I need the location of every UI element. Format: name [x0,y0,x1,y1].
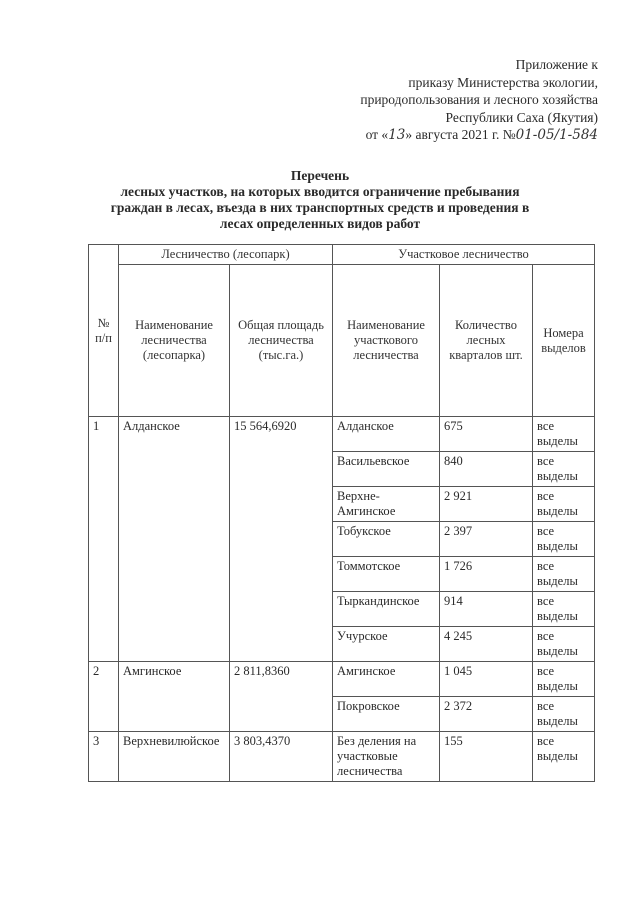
header-quarters: Количество лесных кварталов шт. [440,265,533,417]
row-area: 3 803,4370 [230,732,333,782]
row-plots: все выделы [533,592,595,627]
header-forestry-name: Наименование лесничества (лесопарка) [119,265,230,417]
row-quarters: 1 726 [440,557,533,592]
header-num: № п/п [89,245,119,417]
table-row [89,662,595,697]
row-plots: все выделы [533,697,595,732]
row-district: Амгинское [333,662,440,697]
row-plots: все выделы [533,417,595,452]
row-forestry: Амгинское [119,662,230,732]
row-quarters: 914 [440,592,533,627]
appendix-line-3: природопользования и лесного хозяйства [360,92,598,107]
row-district: Без деления на участковые лесничества [333,732,440,782]
row-num: 1 [89,417,119,662]
row-num: 2 [89,662,119,732]
order-number-handwritten: 01-05/1-584 [515,127,598,143]
row-area: 15 564,6920 [230,417,333,662]
date-prefix: от « [365,127,389,142]
forest-plots-table [88,244,595,782]
row-district: Томмотское [333,557,440,592]
header-group-forestry: Лесничество (лесопарк) [119,245,333,265]
row-plots: все выделы [533,522,595,557]
row-quarters: 2 397 [440,522,533,557]
row-quarters: 840 [440,452,533,487]
appendix-line-2: приказу Министерства экологии, [408,74,598,90]
appendix-header [360,56,598,145]
appendix-line-1: Приложение к [515,57,598,72]
row-num: 3 [89,732,119,782]
header-group-district: Участковое лесничество [333,245,595,265]
row-district: Покровское [333,697,440,732]
row-district: Учурское [333,627,440,662]
header-district-name: Наименование участкового лесничества [333,265,440,417]
row-quarters: 2 372 [440,697,533,732]
row-plots: все выделы [533,452,595,487]
date-day-handwritten: 13 [388,127,406,143]
row-area: 2 811,8360 [230,662,333,732]
row-quarters: 1 045 [440,662,533,697]
row-plots: все выделы [533,627,595,662]
title-line-4: лесах определенных видов работ [219,216,421,231]
row-plots: все выделы [533,732,595,782]
title-line-1: Перечень [290,168,350,183]
appendix-line-4: Республики Саха (Якутия) [445,109,598,125]
row-quarters: 675 [440,417,533,452]
row-plots: все выделы [533,662,595,697]
row-quarters: 4 245 [440,627,533,662]
row-forestry: Алданское [119,417,230,662]
row-quarters: 155 [440,732,533,782]
row-quarters: 2 921 [440,487,533,522]
appendix-date-line [360,126,598,145]
row-plots: все выделы [533,487,595,522]
header-plots: Номера выделов [533,265,595,417]
row-forestry: Верхневилюйское [119,732,230,782]
header-area: Общая площадь лесничества (тыс.га.) [230,265,333,417]
table-row [89,417,595,452]
row-district: Верхне-Амгинское [333,487,440,522]
title-line-2: лесных участков, на которых вводится ограничение пребывания [120,184,520,199]
title-line-3: граждан в лесах, въезда в них транспортных средств и проведения в [110,200,530,215]
row-district: Тыркандинское [333,592,440,627]
row-plots: все выделы [533,557,595,592]
table-row [89,732,595,782]
row-district: Алданское [333,417,440,452]
document-title [0,168,640,232]
row-district: Васильевское [333,452,440,487]
date-mid: » августа 2021 г. № [405,127,516,142]
row-district: Тобукское [333,522,440,557]
